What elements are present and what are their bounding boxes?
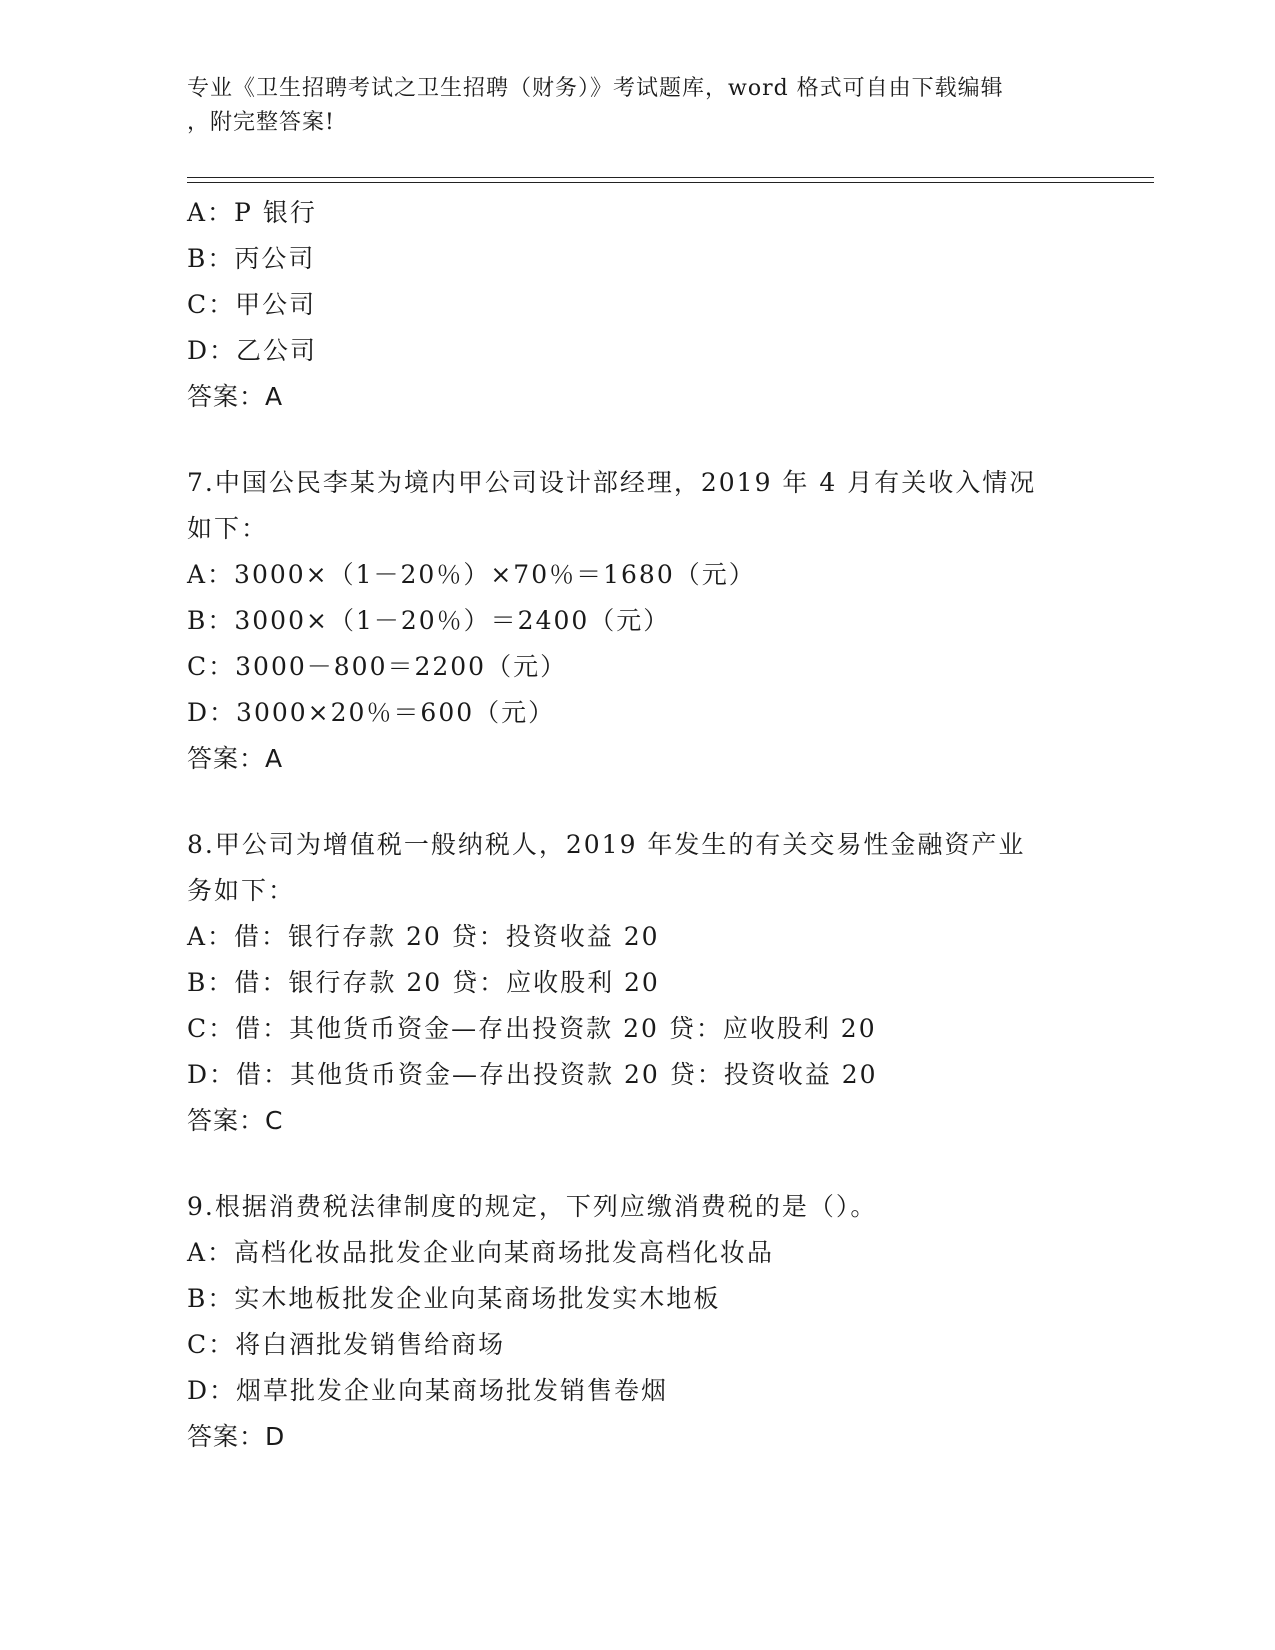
question-7	[187, 460, 1087, 782]
header-line-1: 专业《卫生招聘考试之卫生招聘（财务）》考试题库，word 格式可自由下载编辑	[187, 76, 1004, 101]
answer: 答案：A	[187, 744, 284, 773]
option-c: C：将白酒批发销售给商场	[187, 1330, 506, 1359]
question-9	[187, 1184, 1087, 1460]
header-line-2: ，附完整答案!	[187, 110, 335, 135]
question-title: 9.根据消费税法律制度的规定，下列应缴消费税的是（）。	[187, 1192, 878, 1221]
option-a: A：高档化妆品批发企业向某商场批发高档化妆品	[187, 1238, 775, 1267]
answer: 答案：C	[187, 1106, 284, 1135]
header-divider-top	[187, 177, 1154, 178]
option-b: B：借：银行存款 20 贷：应收股利 20	[187, 968, 660, 997]
option-d: D：3000×20％＝600（元）	[187, 698, 556, 727]
option-a: A：P 银行	[187, 198, 317, 227]
option-a: A：3000×（1－20％）×70％＝1680（元）	[187, 560, 756, 589]
option-c: C：甲公司	[187, 290, 317, 319]
option-b: B：丙公司	[187, 244, 316, 273]
question-title-continued: 务如下：	[187, 876, 296, 905]
question-6	[187, 190, 1087, 420]
option-d: D：烟草批发企业向某商场批发销售卷烟	[187, 1376, 669, 1405]
option-d: D：乙公司	[187, 336, 318, 365]
question-title: 8.甲公司为增值税一般纳税人，2019 年发生的有关交易性金融资产业	[187, 830, 1026, 859]
document-header	[187, 72, 1067, 140]
option-a: A：借：银行存款 20 贷：投资收益 20	[187, 922, 660, 951]
option-b: B：3000×（1－20％）＝2400（元）	[187, 606, 671, 635]
question-8	[187, 822, 1087, 1144]
question-title-continued: 如下：	[187, 514, 269, 543]
question-content	[187, 190, 1087, 1460]
answer: 答案：A	[187, 382, 284, 411]
option-d: D：借：其他货币资金—存出投资款 20 贷：投资收益 20	[187, 1060, 878, 1089]
option-c: C：3000－800＝2200（元）	[187, 652, 568, 681]
option-c: C：借：其他货币资金—存出投资款 20 贷：应收股利 20	[187, 1014, 877, 1043]
question-title: 7.中国公民李某为境内甲公司设计部经理，2019 年 4 月有关收入情况	[187, 468, 1037, 497]
answer: 答案：D	[187, 1422, 286, 1451]
header-divider-bottom	[187, 182, 1154, 183]
option-b: B：实木地板批发企业向某商场批发实木地板	[187, 1284, 721, 1313]
